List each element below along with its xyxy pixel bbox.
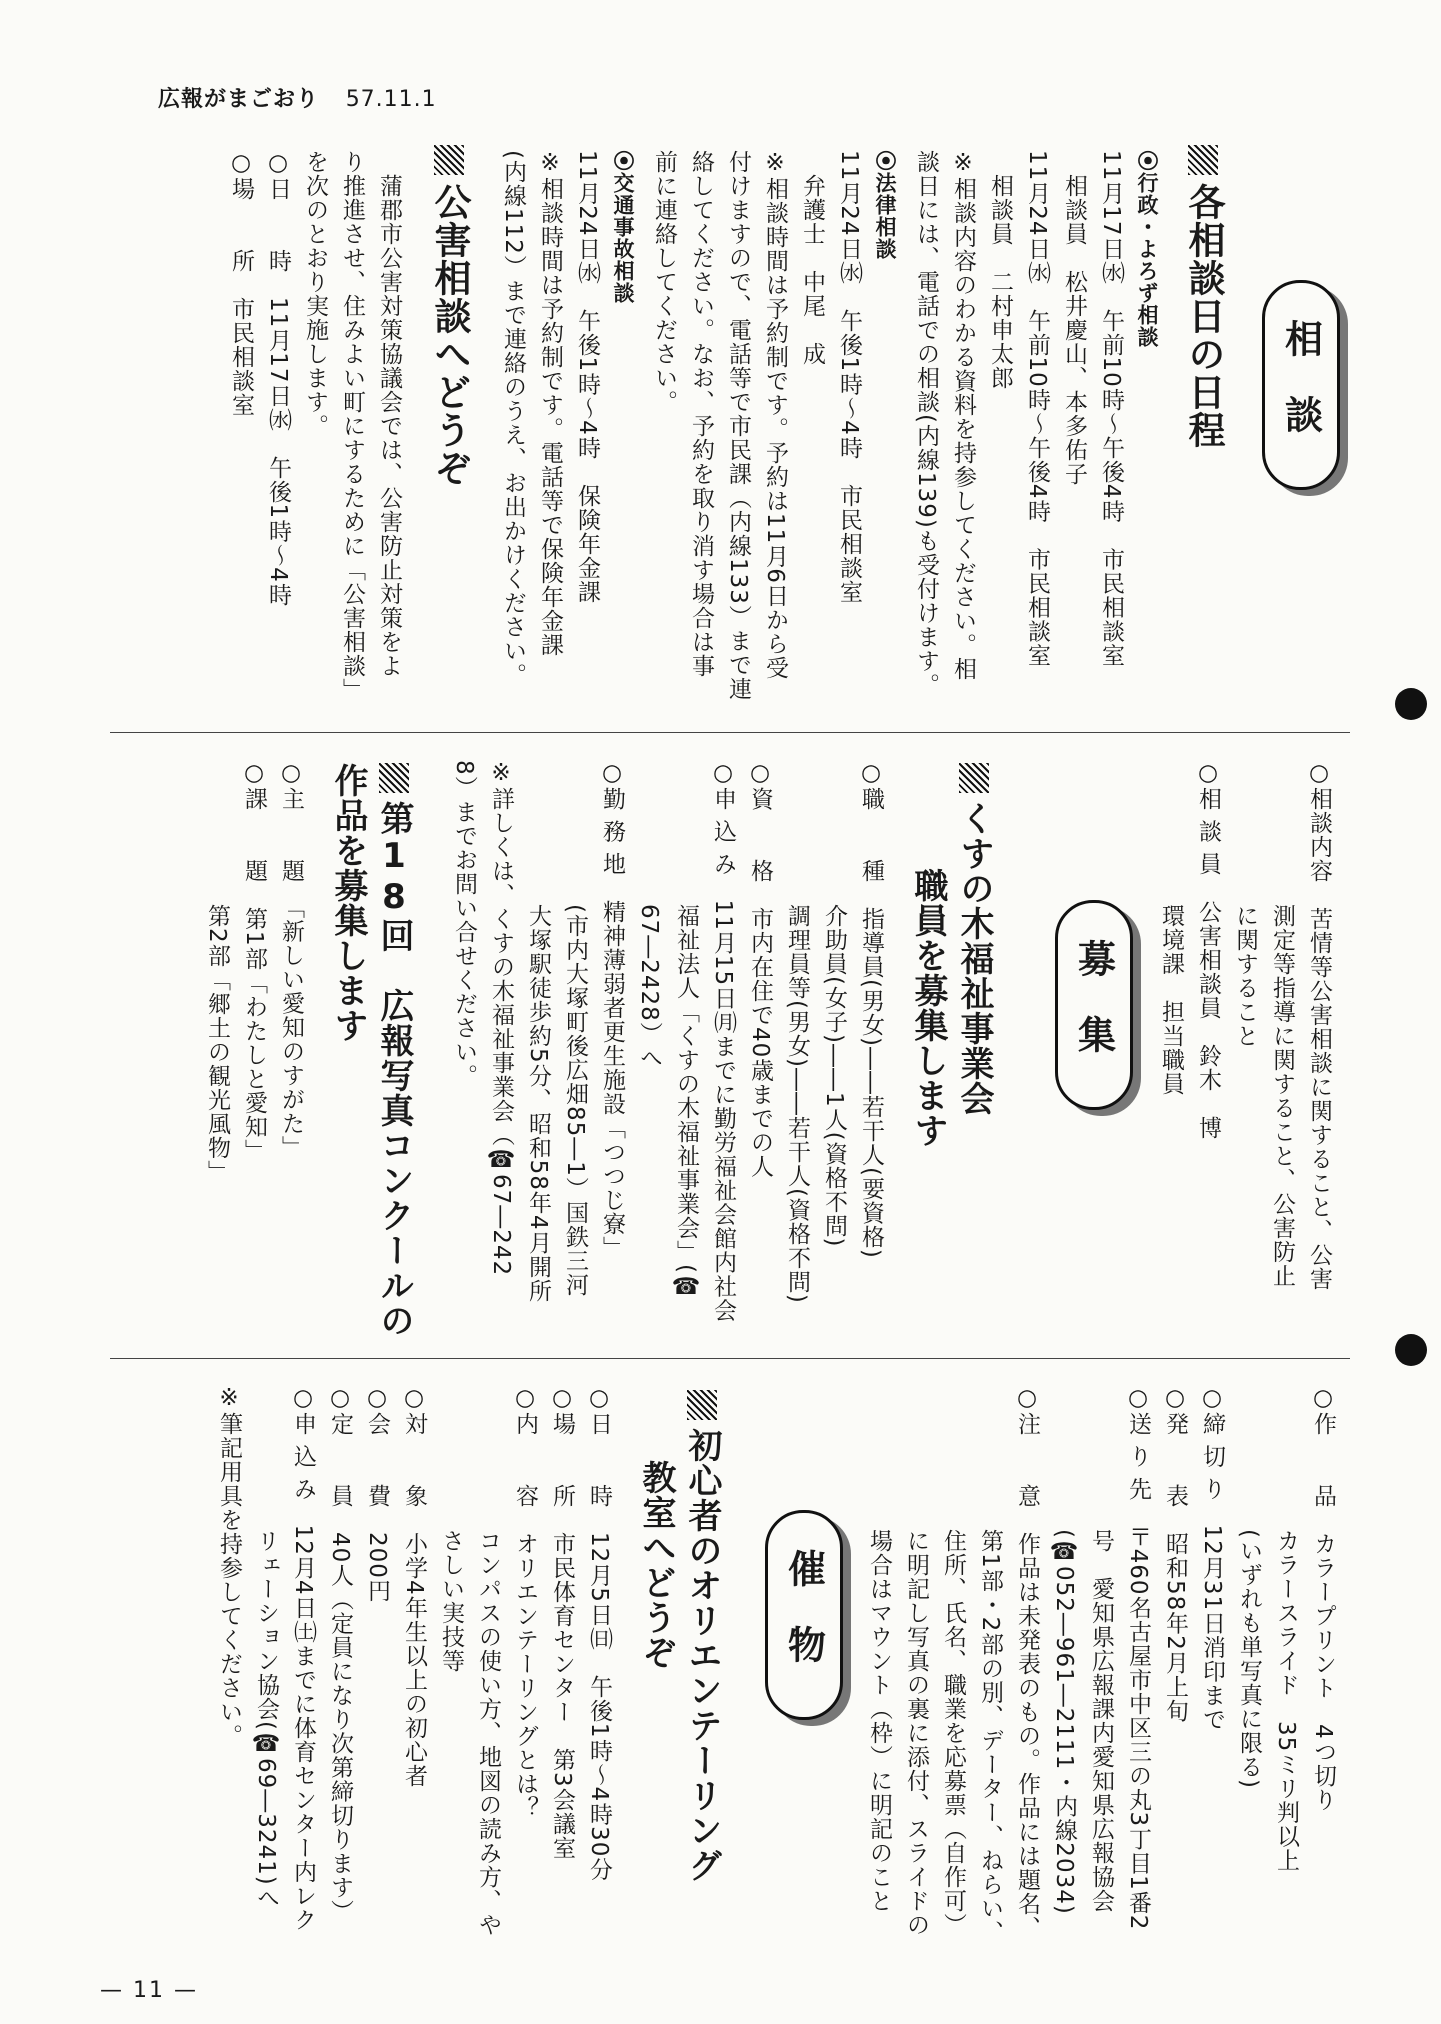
section-soudan xyxy=(110,120,1350,725)
text-line: ○場 所 市民体育センター 第3会議室 xyxy=(549,1385,575,1860)
heading-hatch-mark xyxy=(1188,145,1218,175)
heading-photo-contest: 第18回 広報写真コンクールの xyxy=(372,763,416,1338)
subheading-gyousei: ⦿行政・よろず相談 xyxy=(1135,150,1159,348)
text-line: 福祉法人「くすの木福祉事業会」(☎ xyxy=(673,760,699,1301)
text-line: 67―2428）へ xyxy=(636,760,662,1070)
text-line: 相談員 二村申太郎 xyxy=(987,150,1013,390)
text-line: (いずれも単写真に限る) xyxy=(1236,1385,1262,1789)
text-line: ○申 込 み 11月15日㈪までに勤労福祉会館内社会 xyxy=(710,760,736,1323)
text-line: カラースライド 35ミリ判以上 xyxy=(1273,1385,1299,1873)
text-line: 第1部・2部の別、データー、ねらい、 xyxy=(977,1385,1003,1945)
text-line: (市内大塚町後広畑85―1）国鉄三河 xyxy=(562,760,588,1297)
text-line: ○注 意 作品は未発表のもの。作品には題名、 xyxy=(1014,1385,1040,1940)
text-line: 環境課 担当職員 xyxy=(1158,760,1184,1096)
subheading-koutsuu: ⦿交通事故相談 xyxy=(611,150,635,304)
section-divider-1 xyxy=(110,732,1350,733)
text-line: 相談員 松井慶山、本多佑子 xyxy=(1061,150,1087,486)
text-line: 11月24日㈬ 午後1時〜4時 保険年金課 xyxy=(574,150,600,604)
text-line: (内線112）まで連絡のうえ、お出かけください。 xyxy=(500,150,526,687)
text-line: さしい実技等 xyxy=(438,1385,464,1673)
text-line: ※相談時間は予約制です。電話等で保険年金課 xyxy=(537,150,563,657)
text-line: ○勤 務 地 精神薄弱者更生施設「つつじ寮」 xyxy=(599,760,625,1260)
text-line: に関すること xyxy=(1232,760,1258,1048)
heading-orienteering-sub: 教室へどうぞ xyxy=(636,1390,676,1670)
text-line: 号 愛知県広報課内愛知県広報協会 xyxy=(1088,1385,1114,1913)
page-number: — 11 — xyxy=(100,1978,198,2003)
heading-kusunoki-sub: 職員を募集します xyxy=(908,763,948,1148)
text-line: ○定 員 40人（定員になり次第締切ります） xyxy=(327,1385,353,1924)
heading-soudan-schedule: 各相談日の日程 xyxy=(1180,145,1226,449)
text-line: ○締 切 り 12月31日消印まで xyxy=(1199,1385,1225,1732)
text-line: 11月24日㈬ 午後1時〜4時 市民相談室 xyxy=(836,150,862,604)
badge-moyooshi: 催物 xyxy=(765,1510,843,1720)
text-line: 11月17日㈬ 午前10時〜午後4時 市民相談室 xyxy=(1098,150,1124,668)
section-moyooshi xyxy=(100,1370,1350,1970)
text-line: ○内 容 オリエンテーリングとは？ xyxy=(512,1385,538,1820)
section-boshu xyxy=(110,745,1350,1350)
margin-bullet-1 xyxy=(1395,688,1427,720)
text-line: ※相談時間は予約制です。予約は11月6日から受 xyxy=(762,150,788,680)
publication-name: 広報がまごおり xyxy=(158,87,320,112)
margin-bullet-2 xyxy=(1395,1334,1427,1366)
text-line: ○日 時 11月17日㈬ 午後1時〜4時 xyxy=(265,150,291,607)
text-line: 談日には、電話での相談(内線139)も受付けます。 xyxy=(913,150,939,697)
text-line: ※相談内容のわかる資料を持参してください。相 xyxy=(950,150,976,681)
text-line: ○発 表 昭和58年2月上旬 xyxy=(1162,1385,1188,1723)
badge-boshu: 募集 xyxy=(1055,900,1133,1110)
heading-hatch-mark xyxy=(379,763,409,793)
issue-date: 57.11.1 xyxy=(345,87,437,112)
text-line: ○日 時 12月5日㈰ 午後1時〜4時30分 xyxy=(586,1385,612,1882)
text-line: ○会 費 200円 xyxy=(364,1385,390,1603)
text-line: ○申 込 み 12月4日㈯までに体育センター内レク xyxy=(290,1385,316,1932)
text-line: 介助員(女子)――1人(資格不問) xyxy=(821,760,847,1248)
text-line: 付けますので、電話等で市民課（内線133）まで連 xyxy=(725,150,751,701)
heading-kusunoki: くすの木福祉事業会 xyxy=(952,763,996,1116)
text-line: に明記し写真の裏に添付、スライドの xyxy=(903,1385,929,1937)
text-line: 測定等指導に関すること、公害防止 xyxy=(1269,760,1295,1288)
heading-hatch-mark xyxy=(434,145,464,175)
text-line: 調理員等(男女)――若干人(資格不問) xyxy=(784,760,810,1304)
text-line: を次のとおり実施します。 xyxy=(302,150,328,438)
page-header xyxy=(158,82,437,113)
heading-hatch-mark xyxy=(959,763,989,793)
heading-photo-contest-sub: 作品を募集します xyxy=(328,763,368,1043)
heading-orienteering: 初心者のオリエンテーリング xyxy=(680,1390,724,1883)
text-line: リェーション協会(☎69―3241)へ xyxy=(253,1385,279,1910)
text-line: 弁護士 中尾 成 xyxy=(799,150,825,366)
text-line: 第2部「郷土の観光風物」 xyxy=(204,760,230,1184)
text-line: (☎052―961―2111・内線2034) xyxy=(1051,1385,1077,1915)
heading-hatch-mark xyxy=(687,1390,717,1420)
text-line: ○対 象 小学4年生以上の初心者 xyxy=(401,1385,427,1788)
text-line: 11月24日㈬ 午前10時〜午後4時 市民相談室 xyxy=(1024,150,1050,668)
badge-soudan: 相談 xyxy=(1262,280,1340,490)
text-line: 大塚駅徒歩約5分、昭和58年4月開所 xyxy=(525,760,551,1303)
text-line: ○場 所 市民相談室 xyxy=(228,150,254,417)
text-line: ○作 品 カラープリント 4つ切り xyxy=(1310,1385,1336,1812)
subheading-houritsu: ⦿法律相談 xyxy=(873,150,897,260)
text-line: 前に連絡してください。 xyxy=(651,150,677,414)
text-line: 蒲郡市公害対策協議会では、公害防止対策をよ xyxy=(376,150,402,678)
text-line: ※詳しくは、くすの木福祉事業会（☎67―242 xyxy=(488,760,514,1277)
text-line: ○相 談 員 公害相談員 鈴木 博 xyxy=(1195,760,1221,1140)
text-line: 場合はマウント（枠）に明記のこと xyxy=(866,1385,892,1913)
section-divider-2 xyxy=(110,1358,1350,1359)
text-line: 8）までお問い合せください。 xyxy=(451,760,477,1088)
text-line: ○送 り 先 〒460名古屋市中区三の丸3丁目1番2 xyxy=(1125,1385,1151,1931)
text-line: ○職 種 指導員(男女)――若干人(要資格) xyxy=(858,760,884,1259)
text-line: 絡してください。なお、予約を取り消す場合は事 xyxy=(688,150,714,678)
text-line: り推進させ、住みよい町にするために「公害相談」 xyxy=(339,150,365,702)
text-line: ○主 題 「新しい愛知のすがた」 xyxy=(278,760,304,1160)
text-line: ○相談内容 苦情等公害相談に関すること、公害 xyxy=(1306,760,1332,1291)
text-line: 住所、氏名、職業を応募票（自作可） xyxy=(940,1385,966,1937)
text-line: ○資 格 市内在住で40歳までの人 xyxy=(747,760,773,1179)
heading-kougai: 公害相談へどうぞ xyxy=(426,145,472,487)
text-line: コンパスの使い方、地図の読み方、や xyxy=(475,1385,501,1937)
text-line: ※筆記用具を持参してください。 xyxy=(216,1385,242,1748)
text-line: ○課 題 第1部「わたしと愛知」 xyxy=(241,760,267,1163)
